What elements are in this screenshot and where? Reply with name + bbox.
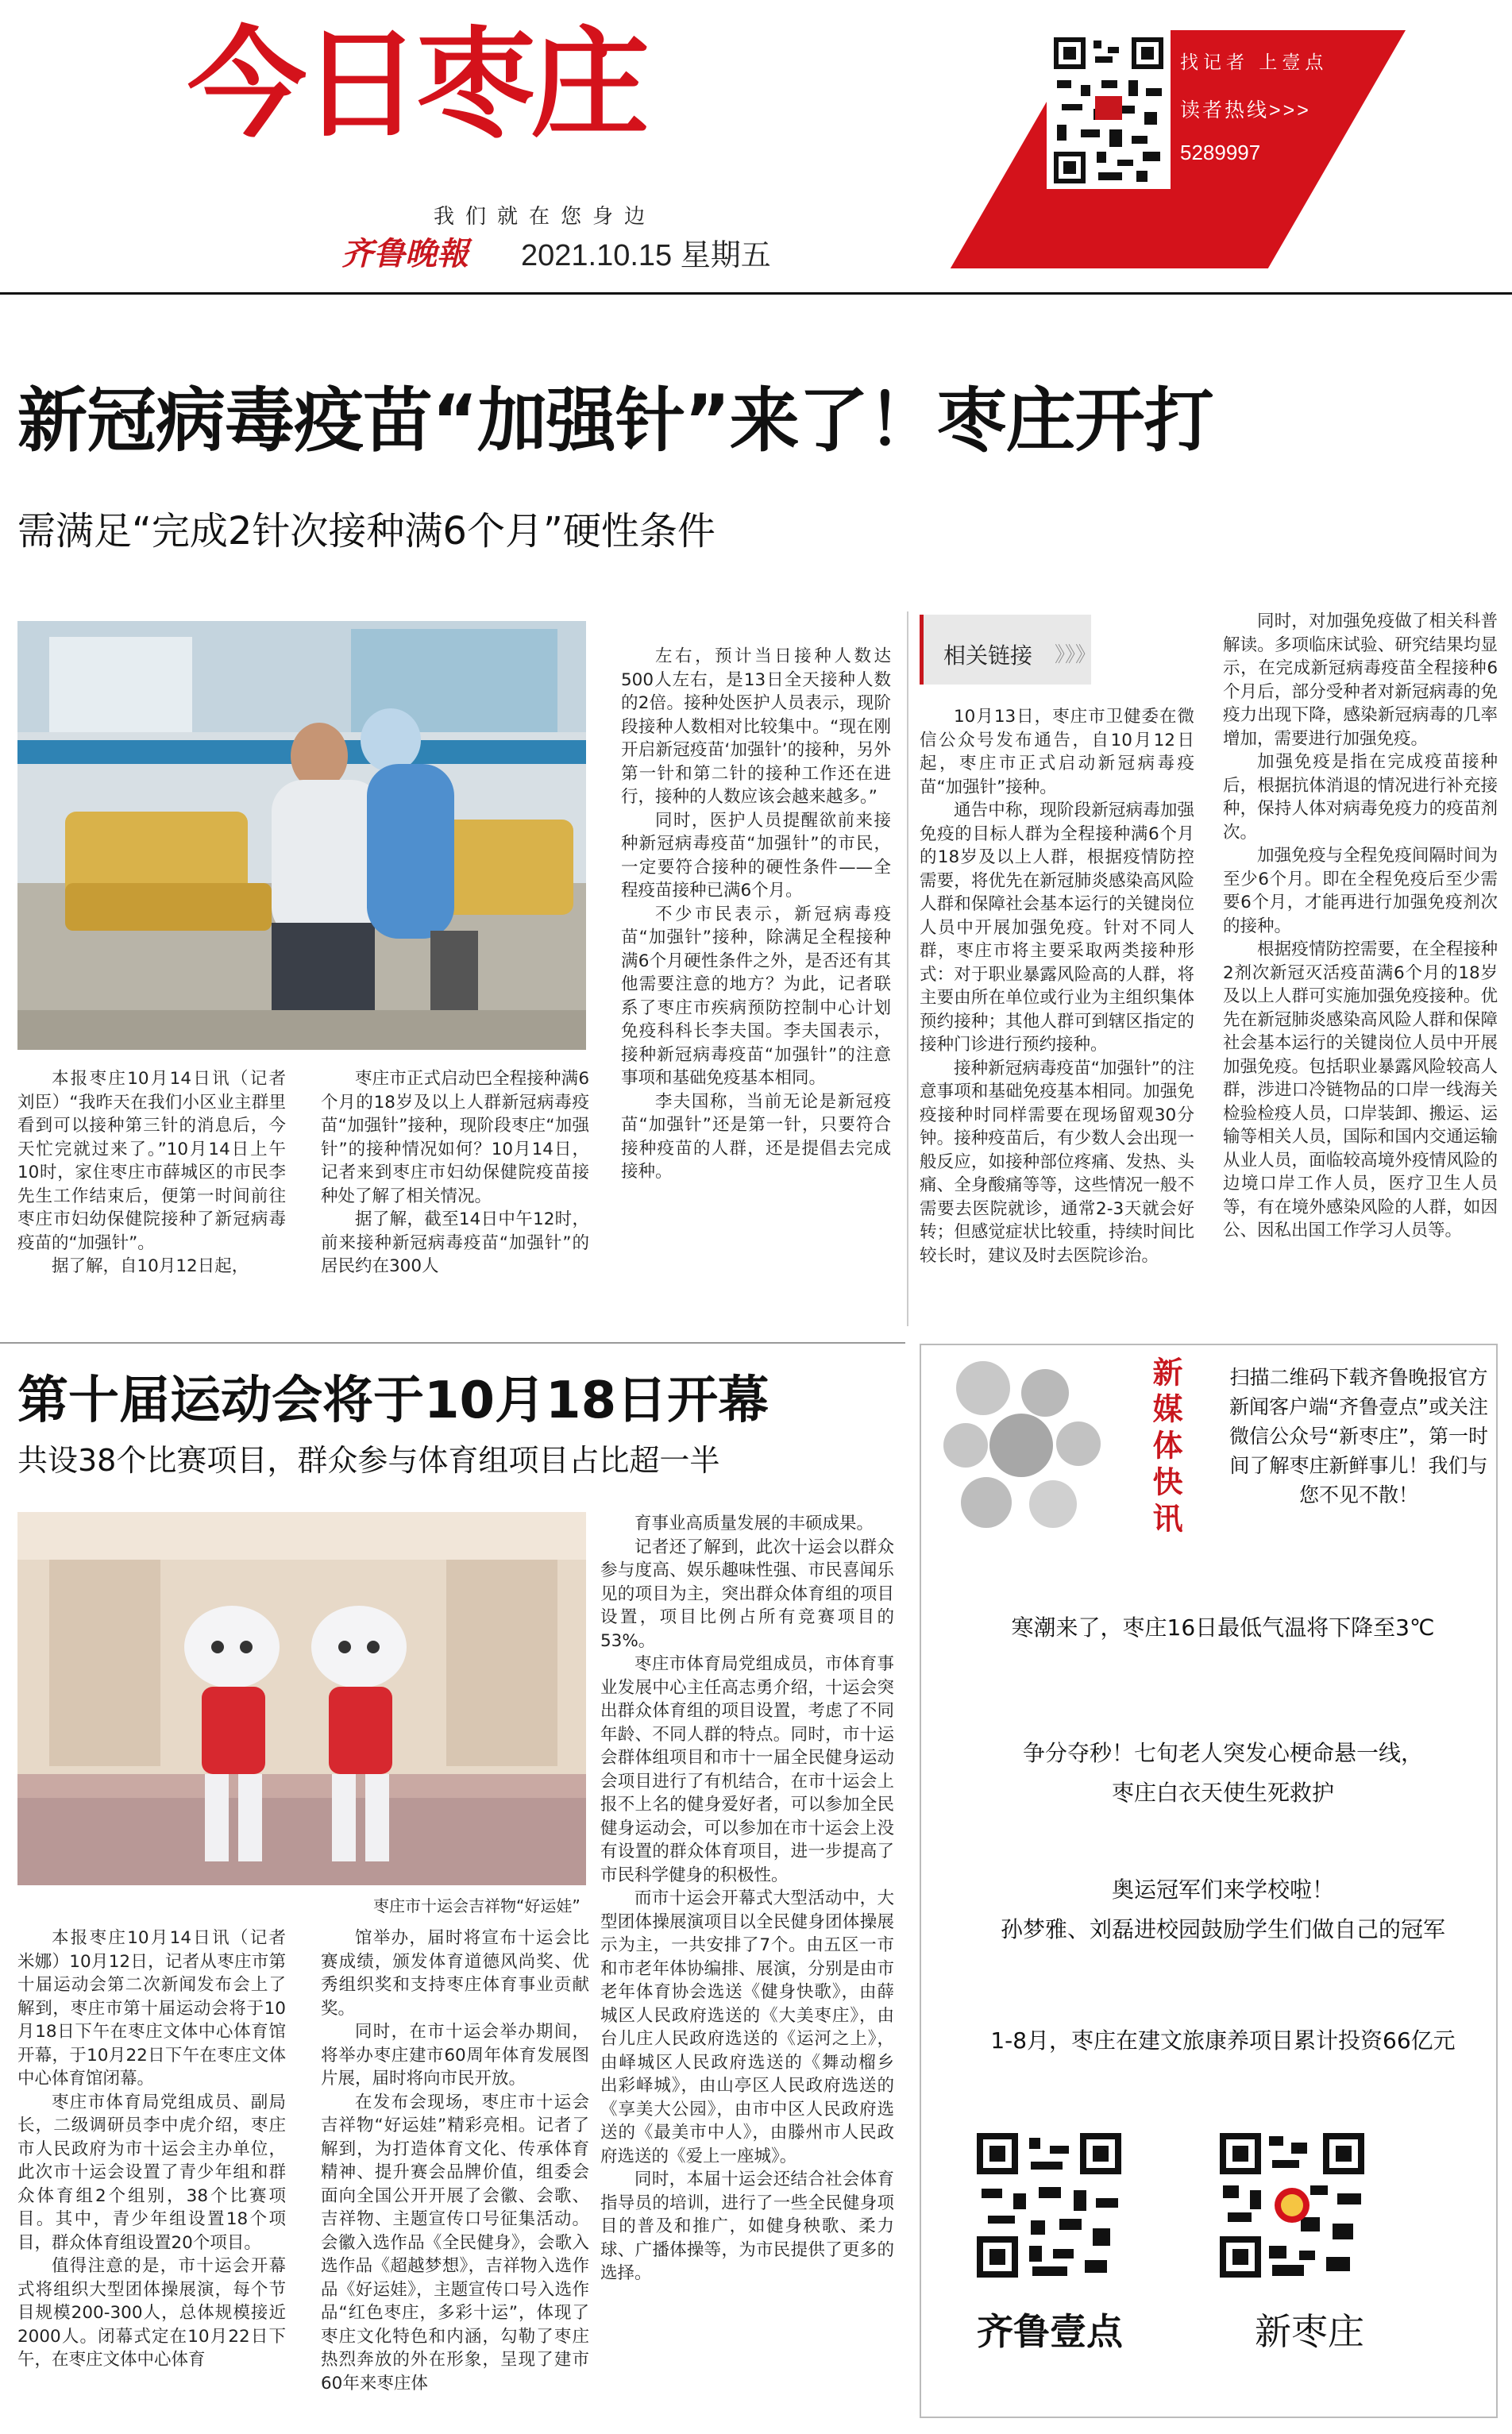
section-divider xyxy=(0,1342,905,1344)
article1-photo xyxy=(17,621,586,1050)
masthead-slogan: 我们就在您身边 xyxy=(434,205,657,229)
issue-date: 2021.10.15 星期五 xyxy=(521,239,771,272)
qr-code-icon xyxy=(1049,33,1168,187)
article2-headline: 第十届运动会将于10月18日开幕 xyxy=(17,1371,770,1430)
article1-headline: 新冠病毒疫苗“加强针”来了！枣庄开打 xyxy=(17,380,1213,461)
hotline-number[interactable]: 5289997 xyxy=(1180,141,1261,164)
news-item-2a[interactable]: 争分夺秒！七旬老人突发心梗命悬一线， xyxy=(1022,1740,1423,1766)
news-item-1[interactable]: 寒潮来了，枣庄16日最低气温将下降至3℃ xyxy=(1011,1614,1435,1641)
paper-brand-name: 齐鲁晚報 xyxy=(341,235,469,272)
article1-subhead: 需满足“完成2针次接种满6个月”硬性条件 xyxy=(17,509,716,554)
hotline-qr-code[interactable] xyxy=(1047,30,1171,189)
column-divider xyxy=(907,611,908,1326)
article2-photo xyxy=(17,1512,586,1885)
xinzaozhuang-label: 新枣庄 xyxy=(1255,2310,1364,2353)
masthead-divider xyxy=(0,292,1512,295)
article1-col1: 本报枣庄10月14日讯（记者 刘臣）“我昨天在我们小区业主群里看到可以接种第三针的消息后，今天忙完就过来了。”10月14日上午10时，家住枣庄市薛城区的市民李先生工作结束后，便第一时间前往枣庄市妇幼保健院接种了新冠病毒疫苗的“加强针”。 据了解，自10月12日起， xyxy=(17,1069,286,1276)
news-item-3a[interactable]: 奥运冠军们来学校啦！ xyxy=(1111,1877,1334,1903)
news-item-4[interactable]: 1-8月，枣庄在建文旅康养项目累计投资66亿元 xyxy=(990,2027,1456,2054)
article1-col3: 左右，预计当日接种人数达500人左右，是13日全天接种人数的2倍。接种处医护人员表示，现阶段接种人数相对比较集中。“现在刚开启新冠疫苗‘加强针’的接种，另外第一针和第二针的接种工作还在进行，接种的人数应该会越来越多。” 同时，医护人员提醒欲前来接种新冠病毒疫苗“加强针”的市民，一定要符合接种的硬性条件——全程疫苗接种已满6个月。 不少市民表示，新冠病毒疫苗“加强针”接种，除满足全程接种满6个月硬性条件之外，是否还有其他需要注意的地方？为此，记者联系了枣庄市疾病预防控制中心计划免疫科科长李夫国。李夫国表示，接种新冠病毒疫苗“加强针”的注意事项和基础免疫基本相同。 李夫国称，当前无论是新冠疫苗“加强针”还是第一针，只要符合接种疫苗的人群，还是提倡去完成接种。 xyxy=(621,646,891,1182)
article2-col3: 育事业高质量发展的丰硕成果。 记者还了解到，此次十运会以群众参与度高、娱乐趣味性强、市民喜闻乐见的项目为主，突出群众体育组的项目设置，项目比例占所有竞赛项目的53%。 枣庄市体育局党组成员，市体育事业发展中心主任高志勇介绍，十运会突出群众体育组的项目设置，考虑了不同年龄、不同人群的特点。同时，市十运会群体组项目和市十一届全民健身运动会项目进行了有机结合，在市十运会上报不上名的健身爱好者，可以参加全民健身运动会，可以参加在市十运会上没有设置的群众体育项目，进一步提高了市民科学健身的积极性。 而市十运会开幕式大型活动中，大型团体操展演项目以全民健身团体操展示为主，一共安排了7个。由五区一市和市老年体协编排、展演，分别是由市老年体育协会选送《健身快歌》，由薛城区人民政府选送的《大美枣庄》，由台儿庄人民政府选送的《运河之上》，由峄城区人民政府选送的《舞动榴乡 出彩峄城》，由山亭区人民政府选送的《享美大公园》，由市中区人民政府选送的《最美市中人》，由滕州市人民政府选送的《爱上一座城》。 同时，本届十运会还结合社会体育指导员的培训，进行了一些全民健身项目的普及和推广，如健身秧歌、柔力球、广播体操等，为市民提供了更多的选择。 xyxy=(600,1514,894,2283)
xinzaozhuang-qr-code[interactable] xyxy=(1217,2130,1367,2284)
qiluyidian-qr-code[interactable] xyxy=(974,2130,1124,2284)
article1-col2: 枣庄市正式启动巴全程接种满6个月的18岁及以上人群新冠病毒疫苗“加强针”接种，现阶段枣庄“加强针”的接种情况如何？10月14日，记者来到枣庄市妇幼保健院疫苗接种处了解了相关情况。 据了解，截至14日中午12时，前来接种新冠病毒疫苗“加强针”的居民约在300人 xyxy=(321,1069,589,1276)
article2-col1: 本报枣庄10月14日讯（记者 米娜）10月12日，记者从枣庄市第十届运动会第二次新闻发布会上了解到，枣庄市第十届运动会将于10月18日下午在枣庄文体中心体育馆开幕，于10月22日下午在枣庄文体中心体育馆闭幕。 枣庄市体育局党组成员、副局长，二级调研员李中虎介绍，枣庄市人民政府为市十运会主办单位，此次市十运会设置了青少年组和群众体育组2个组别，38个比赛项目。其中，青少年组设置18个项目，群众体育组设置20个项目。 值得注意的是，市十运会开幕式将组织大型团体操展演，每个节目规模200-300人，总体规模接近2000人。闭幕式定在10月22日下午，在枣庄文体中心体育 xyxy=(17,1928,286,2370)
new-media-promo: 扫描二维码下载齐鲁晚报官方新闻客户端“齐鲁壹点”或关注微信公众号“新枣庄”，第一时间了解枣庄新鲜事儿！我们与您不见不散！ xyxy=(1229,1366,1488,1506)
qr-code-icon xyxy=(974,2130,1124,2281)
related-link-label: 相关链接 xyxy=(943,642,1033,669)
news-item-2b[interactable]: 枣庄白衣天使生死救护 xyxy=(1111,1780,1334,1806)
reader-hotline-panel xyxy=(1180,32,1402,175)
related-col1: 10月13日，枣庄市卫健委在微信公众号发布通告，自10月12日起，枣庄市正式启动新冠病毒疫苗“加强针”接种。 通告中称，现阶段新冠病毒加强免疫的目标人群为全程接种满6个月的18岁及以上人群，根据疫情防控需要，将优先在新冠肺炎感染高风险人群和保障社会基本运行的关键岗位人员中开展加强免疫。针对不同人群，枣庄市将主要采取两类接种形式：对于职业暴露风险高的人群，将主要由所在单位或行业为主组织集体预约接种；其他人群可到辖区指定的接种门诊进行预约接种。 接种新冠病毒疫苗“加强针”的注意事项和基础免疫基本相同。加强免疫接种时同样需要在现场留观30分钟。接种疫苗后，有少数人会出现一般反应，如接种部位疼痛、发热、头痛、全身酸痛等等，这些情况一般不需要去医院就诊，通常2-3天就会好转；但感觉症状比较重，持续时间比较长时，建议及时去医院诊治。 xyxy=(920,707,1194,1266)
related-col2: 同时，对加强免疫做了相关科普解读。多项临床试验、研究结果均显示，在完成新冠病毒疫苗全程接种6个月后，部分受种者对新冠病毒的免疫力出现下降，感染新冠病毒的几率增加，需要进行加强免疫。 加强免疫是指在完成疫苗接种后，根据抗体消退的情况进行补充接种，保持人体对病毒免疫力的疫苗剂次。 加强免疫与全程免疫间隔时间为至少6个月。即在全程免疫后至少需要6个月，才能再进行加强免疫剂次的接种。 根据疫情防控需要，在全程接种2剂次新冠灭活疫苗满6个月的18岁及以上人群可实施加强免疫接种。优先在新冠肺炎感染高风险人群和保障社会基本运行的关键岗位人员中开展加强免疫。包括职业暴露风险较高人群，涉进口冷链物品的口岸一线海关检验检疫人员，口岸装卸、搬运、运输等相关人员，国际和国内交通运输从业人员，面临较高境外疫情风险的边境口岸工作人员，医疗卫生人员等，有在境外感染风险的人群，如因公、因私出国工作学习人员等。 xyxy=(1223,611,1498,1240)
article2-subhead: 共设38个比赛项目，群众参与体育组项目占比超一半 xyxy=(17,1443,720,1478)
new-media-badge: 新媒体快讯 xyxy=(1148,1356,1182,1539)
hotline-slogan: 找记者 上壹点 xyxy=(1180,52,1329,72)
social-media-icons xyxy=(934,1356,1109,1547)
article2-col2: 馆举办，届时将宣布十运会比赛成绩，颁发体育道德风尚奖、优秀组织奖和支持枣庄体育事业贡献奖。 同时，在市十运会举办期间，将举办枣庄建市60周年体育发展图片展，届时将向市民开放。 在发布会现场，枣庄市十运会吉祥物“好运娃”精彩亮相。记者了解到，为打造体育文化、传承体育精神、提升赛会品牌价值，组委会面向全国公开开展了会徽、会歌、吉祥物、主题宣传口号征集活动。会徽入选作品《全民健身》，会歌入选作品《超越梦想》，吉祥物入选作品《好运娃》，主题宣传口号入选作品“红色枣庄，多彩十运”，体现了枣庄文化特色和内涵，勾勒了枣庄热烈奔放的外在形象，呈现了建市60年来枣庄体 xyxy=(321,1928,589,2393)
news-item-3b[interactable]: 孙梦雅、刘磊进校园鼓励学生们做自己的冠军 xyxy=(1000,1916,1445,1942)
hotline-label: 读者热线>>> xyxy=(1180,99,1311,122)
related-link-arrows: 》》》 xyxy=(1055,643,1097,667)
qiluyidian-label: 齐鲁壹点 xyxy=(977,2310,1123,2353)
article2-photo-caption: 枣庄市十运会吉祥物“好运娃” xyxy=(373,1896,580,1915)
newspaper-title: 今日枣庄 xyxy=(187,16,646,154)
qr-code-icon xyxy=(1217,2130,1367,2281)
